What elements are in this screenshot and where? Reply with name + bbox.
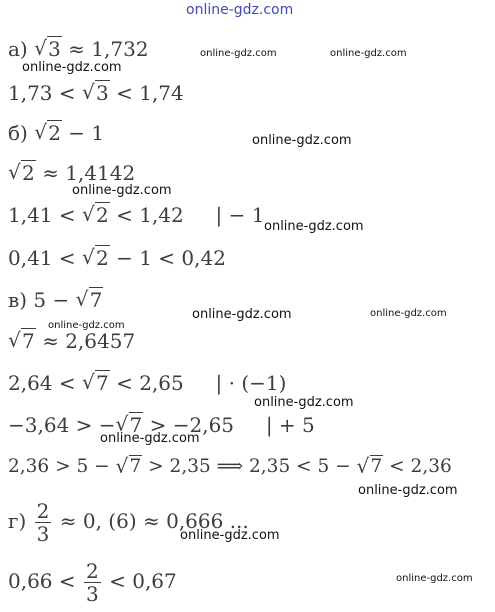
formula-line-b4: 0,41 < √ 2 − 1 < 0,42: [8, 245, 226, 271]
formula-line-a2: 1,73 < √ 3 < 1,74: [8, 80, 184, 106]
sqrt-sign: √ 7: [82, 370, 110, 396]
formula-text: ≈ 1,732: [61, 37, 149, 61]
formula-line-b3: 1,41 < √ 2 < 1,42 | − 1: [8, 202, 264, 228]
sqrt-sign: √ 7: [116, 454, 143, 480]
watermark: online-gdz.com: [72, 183, 172, 198]
formula-line-a1: [8, 36, 149, 62]
formula-line-b1: б) √ 2 − 1: [8, 120, 104, 146]
sqrt-sign: √ 2: [82, 245, 110, 271]
sqrt-sign: √ 7: [8, 328, 36, 354]
sqrt-sign: √ 3: [34, 36, 62, 62]
formula-line-v2: √ 7 ≈ 2,6457: [8, 328, 135, 354]
formula-line-v4: −3,64 > −√ 7 > −2,65 | + 5: [8, 412, 315, 438]
fraction: $\frac{2}{3}$: [86, 559, 99, 606]
formula-line-b2: √ 2 ≈ 1,4142: [8, 160, 135, 186]
watermark: online-gdz.com: [358, 483, 458, 498]
site-header-watermark: online-gdz.com: [186, 2, 294, 18]
watermark: online-gdz.com: [252, 133, 352, 148]
formula-line-v5: 2,36 > 5 − √ 7 > 2,35 ⟹ 2,35 < 5 − √ 7 < 2,36: [8, 454, 452, 480]
sqrt-sign: √ 2: [82, 202, 110, 228]
formula-line-v3: 2,64 < √ 7 < 2,65 | · (−1): [8, 370, 286, 396]
sqrt-sign: √ 2: [34, 120, 62, 146]
sqrt-sign: √ 7: [357, 454, 384, 480]
watermark: online-gdz.com: [192, 307, 292, 322]
sqrt-sign: √ 7: [116, 412, 144, 438]
fraction: $\frac{2}{3}$: [36, 499, 50, 546]
watermark: online-gdz.com: [180, 528, 280, 543]
sqrt-sign: √ 3: [82, 80, 110, 106]
watermark: online-gdz.com: [48, 320, 125, 331]
sqrt-sign: √ 2: [8, 160, 36, 186]
watermark: online-gdz.com: [264, 219, 364, 234]
watermark: online-gdz.com: [200, 48, 277, 59]
watermark: online-gdz.com: [22, 60, 122, 75]
watermark: online-gdz.com: [100, 431, 200, 446]
watermark: online-gdz.com: [370, 308, 447, 319]
formula-line-v1: в) 5 − √ 7: [8, 287, 103, 313]
formula-line-g1: г) $\frac{2}{3}$ ≈ 0, (6) ≈ 0,666 ...: [8, 499, 249, 546]
watermark: online-gdz.com: [254, 395, 354, 410]
formula-line-g2: 0,66 < $\frac{2}{3}$ < 0,67: [8, 559, 177, 606]
formula-text: а): [8, 37, 35, 61]
sqrt-sign: √ 7: [76, 287, 104, 313]
watermark: online-gdz.com: [396, 573, 473, 584]
watermark: online-gdz.com: [330, 48, 407, 59]
